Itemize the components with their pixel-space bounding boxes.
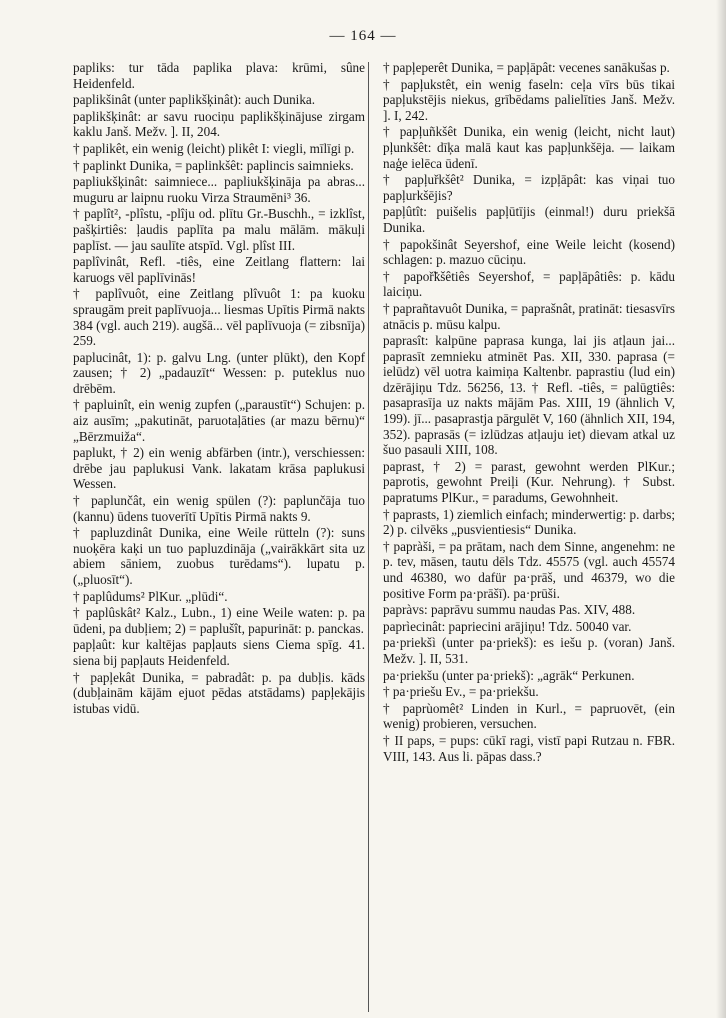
dictionary-entry: † paplikêt, ein wenig (leicht) plikêt I: viegli, mīlīgi p. bbox=[73, 140, 355, 156]
dictionary-entry: † paplûskât² Kalz., Lubn., 1) eine Weile waten: p. pa ūdeni, pa dubļiem; 2) = paplušît, papurināt: p. panckas. bbox=[73, 605, 365, 636]
dictionary-entry: † papļuñkšêt Dunika, ein wenig (leicht, nicht laut) pļunkšêt: dīķa malā kaut kas papļunkšēja. — laikam naģe ielēca ūdenī. bbox=[383, 124, 675, 171]
dictionary-entry: paplukt, † 2) ein wenig abfärben (intr.), verschiessen: drēbe jau paplukusi Vank. lakatam krāsa paplukusi Wessen. bbox=[73, 445, 365, 492]
dictionary-entry: † papļukstêt, ein wenig faseln: ceļa vīrs būs tikai papļukstējis niekus, grībēdams palielīties Janš. Mežv. ]. I, 242. bbox=[383, 76, 675, 123]
dictionary-entry: papliukšķinât: saimniece... papliukšķināja pa abras... muguru ar laipnu ruoku Virza Straumēni³ 36. bbox=[73, 174, 365, 205]
dictionary-entry: † papràši, = pa prātam, nach dem Sinne, angenehm: ne p. tev, māsen, tautu dēls Tdz. 45575 (vgl. auch 45574 und 46380, wo dafür pa·prāš, und 46379, wo die positive Form pa·prāšī). pa·prūši. bbox=[383, 538, 675, 601]
dictionary-entry: papļaût: kur kaltējas papļauts siens Ciema spīg. 41. siena bij papļauts Heidenfeld. bbox=[73, 637, 365, 668]
dictionary-entry: † paprùomêt² Linden in Kurl., = papruovēt, (ein wenig) probieren, versuchen. bbox=[383, 700, 675, 732]
dictionary-entry: † papļekât Dunika, = pabradât: p. pa dubļis. kāds (dubļainām kājām ejuot pēdas atstādams) papļekājis istubas vidū. bbox=[73, 669, 365, 716]
dictionary-entry: papļûtît: puišelis papļūtījis (einmal!) duru priekšā Dunika. bbox=[383, 204, 675, 235]
dictionary-entry: † papļuřkšêt² Dunika, = izpļāpât: kas viņai tuo papļurkšējis? bbox=[383, 172, 675, 203]
page-number: — 164 — bbox=[329, 28, 397, 44]
dictionary-entry: † paprañtavuôt Dunika, = paprašnât, pratināt: tiesasvīrs atnācis p. mūsu kalpu. bbox=[383, 300, 675, 332]
page-edge-shadow bbox=[716, 0, 726, 1018]
dictionary-entry: paplikšķinât: ar savu ruociņu paplikšķinājuse zirgam kaklu Janš. Mežv. ]. II, 204. bbox=[73, 108, 365, 140]
dictionary-entry: † paplîvuôt, eine Zeitlang plîvuôt 1: pa kuoku spraugām preit paplīvuoja... liesmas Upītis Pirmā nakts 384 (vgl. auch 219). augšā... vēl paplīvuoja (= zibsnīja) 259. bbox=[73, 286, 365, 349]
dictionary-entry: paprast, † 2) = parast, gewohnt werden PlKur.; paprotis, gewohnt Preiļi (Kur. Nehrung). † Subst. papratums PlKur., = paradums, Gewohnheit. bbox=[383, 458, 675, 506]
dictionary-entry: † paplinkt Dunika, = paplinkšêt: paplincis saimnieks. bbox=[73, 157, 354, 173]
dictionary-entry: paplucinât, 1): p. galvu Lng. (unter plūkt), den Kopf zausen; † 2) „padauzīt“ Wessen: p. puteklus nuo drēbēm. bbox=[73, 349, 365, 396]
dictionary-entry: † II paps, = pups: cūkī ragi, vistī papi Rutzau n. FBR. VIII, 143. Aus li. pāpas dass.? bbox=[383, 732, 675, 764]
dictionary-entry: † papokšinât Seyershof, eine Weile leicht (kosend) schlagen: p. mazuo cūciņu. bbox=[383, 236, 675, 268]
dictionary-entry: † papļeperêt Dunika, = papļāpât: vecenes sanākušas p. bbox=[383, 60, 670, 75]
dictionary-entry: paplikšinât (unter paplikšķinât): auch Dunika. bbox=[73, 92, 316, 108]
dictionary-entry: † papluzdinât Dunika, eine Weile rütteln (?): suns nuoķēra kaķi un tuo papluzdināja („vairākkārt sita uz abiem sāniem, zuobus turēdams“). lupatu p. („pluosīt“). bbox=[73, 525, 365, 587]
dictionary-entry: pa·priekšu (unter pa·priekš): „agrāk“ Perkunen. bbox=[383, 667, 635, 683]
dictionary-entry: † paplît², -plîstu, -plîju od. plītu Gr.-Buschh., = izklîst, pašķirtiês: ļaudis paplīta pa malu mālām. mākuļi paplīst. — jau saulīte atspīd. Vgl. plîst III. bbox=[73, 206, 365, 253]
dictionary-entry: † paprasts, 1) ziemlich einfach; minderwertig: p. darbs; 2) p. cilvēks „pusvientiesis“ Dunika. bbox=[383, 506, 675, 538]
dictionary-entry: † papoř̃kšêtiês Seyershof, = papļāpâtiês: p. kādu laiciņu. bbox=[383, 268, 675, 300]
dictionary-entry: papràvs: paprāvu summu naudas Pas. XIV, 488. bbox=[383, 602, 636, 618]
dictionary-entry: † paplunčât, ein wenig spülen (?): paplunčāja tuo (kannu) ūdens tuoverītī Upītis Pirmā nakts 9. bbox=[73, 493, 365, 524]
dictionary-entry: † papluinît, ein wenig zupfen („paraustīt“) Schujen: p. aiz ausīm; „pakutināt, paruotaļāties (ar mazu bērnu)“ „Bērzmuiža“. bbox=[73, 397, 365, 444]
dictionary-entry: pa·priekšì (unter pa·priekš): es iešu p. (voran) Janš. Mežv. ]. II, 531. bbox=[383, 635, 675, 666]
left-column bbox=[73, 60, 365, 717]
dictionary-entry: paprasît: kalpūne paprasa kunga, lai jis atļaun jai... paprasīt zemnieku atminēt Pas. XII, 330. paprasa (= ielūdz) vēl uotra kaimiņa Kaltenbr. paprastiu (lud ein) dzērājiņu Tdz. 56256, 13. † Refl. -tiês, = palūgtiês: pasaprasīja uz nakts mājām Pas. XIII, 19 (ähnlich V, 199). jī... pasaprastja pārgulēt V, 160 (ähnlich XII, 194, 352). paprasās (= izlūdzas atļauju iet) dievam atkal uz šuo pasauli XIII, 108. bbox=[383, 333, 675, 458]
right-column bbox=[383, 60, 675, 765]
dictionary-entry: † paplûdums² PlKur. „plūdi“. bbox=[73, 588, 228, 604]
dictionary-entry: papliks: tur tāda paplika plava: krūmi, sûne Heidenfeld. bbox=[73, 60, 365, 91]
dictionary-entry: paprìecinât: papriecini arājiņu! Tdz. 50040 var. bbox=[383, 618, 632, 634]
dictionary-entry: † pa·priešu Ev., = pa·priekšu. bbox=[383, 684, 539, 700]
dictionary-entry: paplîvinât, Refl. -tiês, eine Zeitlang flattern: lai karuogs vēl paplīvinās! bbox=[73, 254, 365, 285]
column-divider bbox=[368, 62, 369, 1012]
